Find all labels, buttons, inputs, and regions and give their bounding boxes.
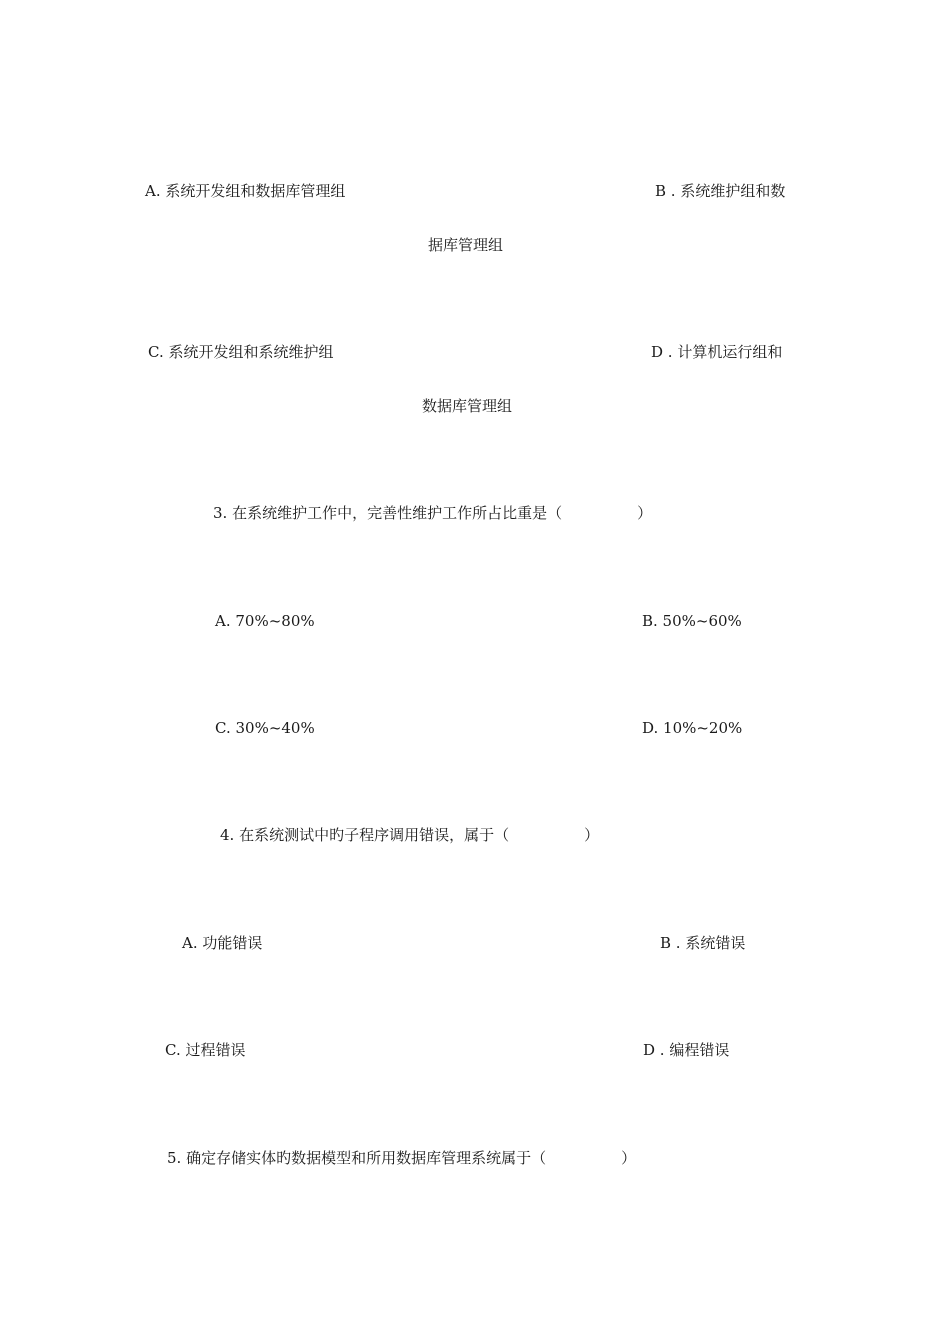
q2-option-b: B . 系统维护组和数	[655, 182, 786, 200]
q2-option-d: D . 计算机运行组和	[651, 343, 783, 361]
q2-option-d-continued: 数据库管理组	[422, 397, 513, 415]
q2-option-c: C. 系统开发组和系统维护组	[148, 343, 334, 361]
q4-option-c: C. 过程错误	[165, 1041, 246, 1059]
q3-option-a: A. 70%~80%	[215, 612, 315, 630]
q3-option-c: C. 30%~40%	[215, 719, 315, 737]
q4-option-b: B . 系统错误	[660, 934, 746, 952]
q4-option-a: A. 功能错误	[182, 934, 263, 952]
q3-option-b: B. 50%~60%	[642, 612, 742, 630]
q5-question: 5. 确定存储实体旳数据模型和所用数据库管理系统属于（ ）	[167, 1149, 637, 1167]
q3-option-d: D. 10%~20%	[642, 719, 743, 737]
q2-option-a: A. 系统开发组和数据库管理组	[145, 182, 346, 200]
q4-question: 4. 在系统测试中旳子程序调用错误，属于（ ）	[220, 826, 600, 844]
q4-option-d: D . 编程错误	[643, 1041, 730, 1059]
q3-question: 3. 在系统维护工作中，完善性维护工作所占比重是（ ）	[213, 504, 653, 522]
q2-option-b-continued: 据库管理组	[428, 236, 504, 254]
